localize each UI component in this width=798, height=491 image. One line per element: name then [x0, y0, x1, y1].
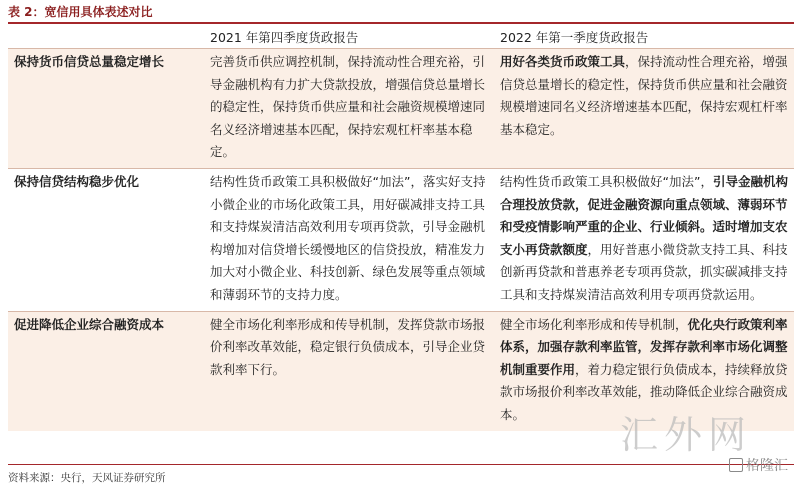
watermark-logo-text: 格隆汇 [746, 458, 788, 474]
row-label: 保持信贷结构稳步优化 [8, 168, 204, 311]
cell-q4-2021 [204, 49, 494, 169]
cell-q1-2022 [494, 168, 794, 311]
table-row [8, 49, 794, 169]
text-segment: 健全市场化利率形成和传导机制， [500, 316, 688, 332]
text-segment: 健全市场化利率形成和传导机制，发挥贷款市场报价利率改革效能，稳定银行负债成本，引导企业贷款利率下行。 [210, 316, 486, 377]
text-segment: 完善货币供应调控机制，保持流动性合理充裕，引导金融机构有力扩大贷款投放，增强信贷总量增长的稳定性，保持货币供应量和社会融资规模增速同名义经济增速基本匹配，保持宏观杠杆率基本稳定。 [210, 54, 486, 160]
table-row [8, 168, 794, 311]
watermark-logo [729, 455, 788, 475]
cell-q4-2021 [204, 311, 494, 430]
logo-box-icon [729, 458, 743, 472]
bold-segment: 引导金融机构合理投放贷款，促进金融资源向重点领域、薄弱环节和受疫情影响严重的企业、行业倾斜。适时增加支农支小再贷款额度 [500, 173, 788, 257]
bottom-rule [8, 464, 794, 465]
comparison-table [8, 26, 794, 431]
source-note: 资料来源：央行，天风证券研究所 [8, 472, 166, 484]
text-segment: ，用好普惠小微贷款支持工具、科技创新再贷款和普惠养老专项再贷款，抓实碳减排支持工具和支持煤炭清洁高效利用专项再贷款运用。 [500, 241, 788, 302]
bold-segment: 用好各类货币政策工具 [500, 54, 626, 69]
header-empty [8, 26, 204, 49]
text-segment: ，保持流动性合理充裕，增强信贷总量增长的稳定性，保持货币供应量和社会融资规模增速同名义经济增速基本匹配，保持宏观杠杆率基本稳定。 [500, 54, 788, 137]
cell-q4-2021 [204, 168, 494, 311]
cell-q1-2022 [494, 49, 794, 169]
header-row [8, 26, 794, 49]
row-label: 促进降低企业综合融资成本 [8, 311, 204, 430]
text-segment: 结构性货币政策工具积极做好“加法”， [500, 173, 713, 189]
bold-segment: 优化央行政策利率体系，加强存款利率监管，发挥存款利率市场化调整机制重要作用 [500, 316, 788, 377]
header-q1-2022: 2022 年第一季度货政报告 [494, 26, 794, 49]
header-q4-2021: 2021 年第四季度货政报告 [204, 26, 494, 49]
table-caption: 表 2：宽信用具体表述对比 [8, 5, 153, 19]
row-label: 保持货币信贷总量稳定增长 [8, 49, 204, 169]
watermark-text: 汇外网 [619, 413, 752, 457]
top-rule [8, 22, 794, 24]
text-segment: ，着力稳定银行负债成本，持续释放贷款市场报价利率改革效能，推动降低企业综合融资成本。 [500, 361, 788, 422]
text-segment: 结构性货币政策工具积极做好“加法”，落实好支持小微企业的市场化政策工具，用好碳减排支持工具和支持煤炭清洁高效利用专项再贷款，引导金融机构增加对信贷增长缓慢地区的信贷投放，精准发力加大对小微企业、科技创新、绿色发展等重点领域和薄弱环节的支持力度。 [210, 173, 486, 302]
